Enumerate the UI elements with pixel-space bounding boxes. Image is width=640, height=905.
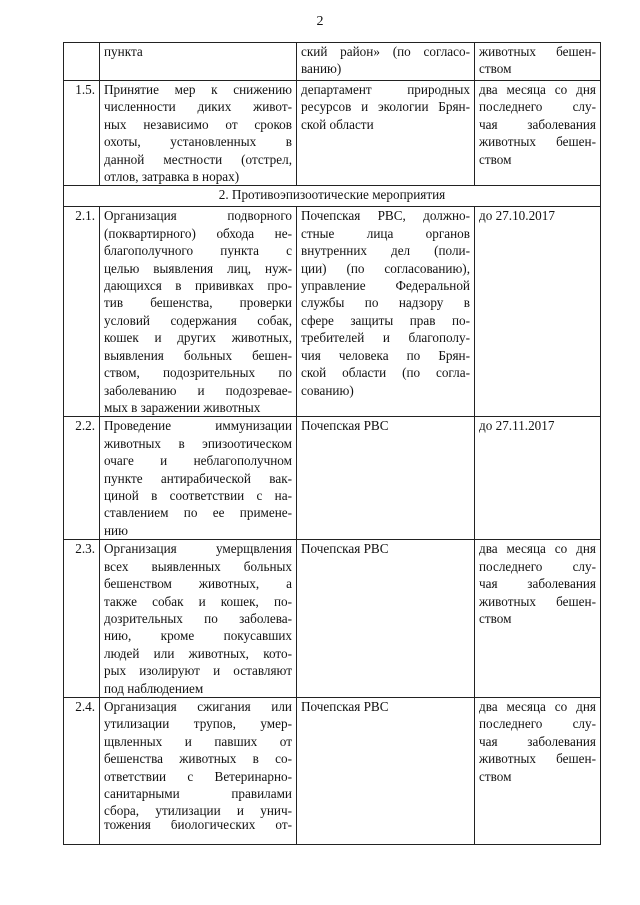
cell-line: два месяца со дня xyxy=(479,698,596,714)
cell-line: санитарными правилами xyxy=(104,785,292,801)
activity-cell xyxy=(100,540,297,698)
executor-cell xyxy=(297,43,475,81)
deadline-cell xyxy=(475,207,601,417)
row-number: 2.2. xyxy=(64,417,100,540)
cell-line: сфере защиты прав по- xyxy=(301,312,470,328)
row-number: 2.3. xyxy=(64,540,100,698)
cell-line: данной местности (отстрел, xyxy=(104,151,292,167)
cell-line: людей или животных, кото- xyxy=(104,645,292,661)
cell-line: пункта xyxy=(104,44,143,59)
cell-line: дающихся в прививках про- xyxy=(104,278,292,294)
cell-line: ции) (по согласованию), xyxy=(301,260,470,276)
cell-line: чая заболевания xyxy=(479,576,596,592)
page-number: 2 xyxy=(316,14,324,29)
cell-line: чая заболевания xyxy=(479,116,596,132)
cell-line: также собак и кошек, по- xyxy=(104,593,292,609)
cell-line: стные лица органов xyxy=(301,225,470,241)
row-number: 2.1. xyxy=(64,207,100,417)
cell-line: утилизации трупов, умер- xyxy=(104,716,292,732)
table-row xyxy=(64,81,601,186)
cell-line: два месяца со дня xyxy=(479,541,596,557)
cell-line: до 27.10.2017 xyxy=(479,208,555,224)
activity-cell xyxy=(100,417,297,540)
cell-line: выявления больных бешен- xyxy=(104,347,292,363)
table-row xyxy=(64,540,601,698)
cell-line: бешенства животных в со- xyxy=(104,751,292,767)
cell-line: под наблюдением xyxy=(104,680,204,696)
cell-line: сбора, утилизации и унич- xyxy=(104,803,292,819)
cell-line: два месяца со дня xyxy=(479,82,596,97)
deadline-cell xyxy=(475,43,601,81)
cell-line: требителей и благополу- xyxy=(301,330,470,346)
measures-table xyxy=(63,42,601,845)
cell-line: щвленных и павших от xyxy=(104,733,292,749)
cell-line: животных в эпизоотическом xyxy=(104,435,292,451)
table-row xyxy=(64,417,601,540)
cell-line: очаге и неблагополучном xyxy=(104,453,292,469)
cell-line: Принятие мер к снижению xyxy=(104,82,292,97)
table-row xyxy=(64,207,601,417)
executor-cell xyxy=(297,540,475,698)
activity-cell xyxy=(100,697,297,844)
activity-cell xyxy=(100,81,297,186)
cell-line: мых в заражении животных xyxy=(104,399,261,415)
table-row xyxy=(64,43,601,81)
cell-line: Организация сжигания или xyxy=(104,698,292,714)
cell-line: Почепская РВС xyxy=(301,541,389,557)
cell-line: чая заболевания xyxy=(479,733,596,749)
cell-line: целью выявления лиц, нуж- xyxy=(104,260,292,276)
cell-line: ством, подозрительных по xyxy=(104,365,292,381)
row-number: 2.4. xyxy=(64,697,100,844)
cell-line: Почепская РВС, должно- xyxy=(301,208,470,224)
cell-line: ской области xyxy=(301,116,374,132)
cell-line: службы по надзору в xyxy=(301,295,470,311)
cell-line: отлов, затравка в норах) xyxy=(104,169,240,185)
cell-line: рых изолируют и оставляют xyxy=(104,663,292,679)
cell-line: нию xyxy=(104,522,128,538)
cell-line: департамент природных xyxy=(301,82,470,97)
cell-line: циной в соответствии с на- xyxy=(104,488,292,504)
cell-line: ством xyxy=(479,151,512,167)
deadline-cell xyxy=(475,540,601,698)
cell-line: сованию) xyxy=(301,382,354,398)
deadline-cell xyxy=(475,697,601,844)
cell-line: ванию) xyxy=(301,61,342,77)
cell-line: охоты, установленных в xyxy=(104,134,292,150)
cell-line: условий содержания собак, xyxy=(104,312,292,328)
cell-line: животных бешен- xyxy=(479,44,596,59)
cell-line: (поквартирного) обхода не- xyxy=(104,225,292,241)
deadline-cell xyxy=(475,81,601,186)
cell-line: ставлением по ее примене- xyxy=(104,505,292,521)
executor-cell xyxy=(297,81,475,186)
cell-line: кошек и других животных, xyxy=(104,330,292,346)
cell-line: ответствии с Ветеринарно- xyxy=(104,768,292,784)
cell-line: ством xyxy=(479,768,512,784)
cell-line: ской области (по согла- xyxy=(301,365,470,381)
cell-line: Почепская РВС xyxy=(301,698,389,714)
executor-cell xyxy=(297,417,475,540)
cell-line: Организация подворного xyxy=(104,208,292,224)
section-row xyxy=(64,186,601,207)
cell-line: благополучного пункта с xyxy=(104,243,292,259)
cell-line: внутренних дел (поли- xyxy=(301,243,470,259)
cell-line: Почепская РВС xyxy=(301,418,389,434)
cell-line: ский район» (по согласо- xyxy=(301,44,470,59)
cell-line: последнего слу- xyxy=(479,558,596,574)
cell-line: последнего слу- xyxy=(479,716,596,732)
activity-cell xyxy=(100,207,297,417)
cell-line: Организация умерщвления xyxy=(104,541,292,557)
activity-cell xyxy=(100,43,297,81)
cell-line: управление Федеральной xyxy=(301,278,470,294)
cell-line: численности диких живот- xyxy=(104,99,292,115)
cell-line: дозрительных по заболева- xyxy=(104,610,292,626)
cell-line: чия человека по Брян- xyxy=(301,347,470,363)
executor-cell xyxy=(297,697,475,844)
cell-line: нию, кроме покусавших xyxy=(104,628,292,644)
cell-line: последнего слу- xyxy=(479,99,596,115)
executor-cell xyxy=(297,207,475,417)
cell-line: ресурсов и экологии Брян- xyxy=(301,99,470,115)
cell-line: ных независимо от сроков xyxy=(104,116,292,132)
cell-line: ством xyxy=(479,61,512,77)
cell-line: животных бешен- xyxy=(479,751,596,767)
cell-line: животных бешен- xyxy=(479,593,596,609)
table-row xyxy=(64,697,601,844)
cell-line: ством xyxy=(479,610,512,626)
cell-line: бешенством животных, а xyxy=(104,576,292,592)
cell-line: пункте антирабической вак- xyxy=(104,470,292,486)
cell-line: животных бешен- xyxy=(479,134,596,150)
row-number xyxy=(64,43,100,81)
row-number: 1.5. xyxy=(64,81,100,186)
cell-line: до 27.11.2017 xyxy=(479,418,555,434)
cell-line: тив бешенства, проверки xyxy=(104,295,292,311)
cell-line: тожения биологических от- xyxy=(104,819,292,832)
section-title: 2. Противоэпизоотические мероприятия xyxy=(64,186,601,207)
deadline-cell xyxy=(475,417,601,540)
cell-line: Проведение иммунизации xyxy=(104,418,292,434)
cell-line: заболеванию и подозревае- xyxy=(104,382,292,398)
cell-line: всех выявленных больных xyxy=(104,558,292,574)
